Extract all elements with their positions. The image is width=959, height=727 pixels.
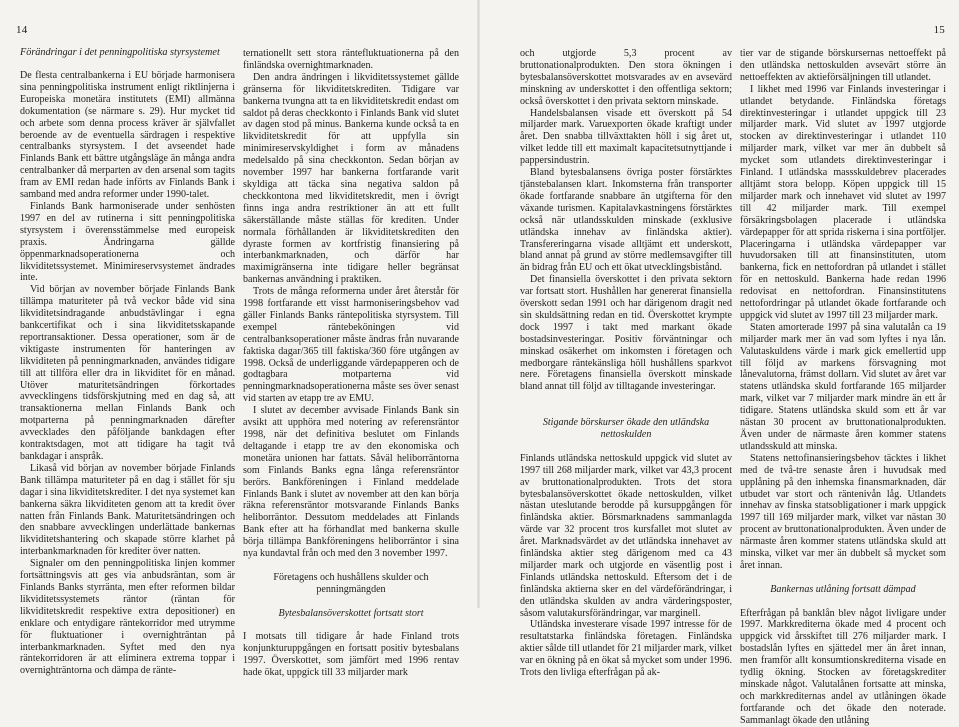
paragraph: De flesta centralbankerna i EU började harmonisera sina penningpolitiska instrument enligt riktlinjerna i Europeiska monetära institutets (EMI) allmänna dokumentation (se närmare s. 29). Hur mycket tid och arbete som denna process kräver är självfallet beroende av de eventuella särdragen i respektive centralbanks styrsystem. I det avseendet hade Finlands Bank ett bättre utgångsläge än många andra centralbanker då merparten av den arsenal som tagits fram av EMI redan hade införts av Finlands Bank i samband med andra reformer under 1990-talet. — [20, 70, 235, 201]
paragraph: Efterfrågan på banklån blev något livligare under 1997. Markkrediterna ökade med 4 procent och uppgick vid årsskiftet till 276 miljarder mark. I bostadslån lyftes en sjättedel mer än året innan, men framför allt konsumtionskrediterna visade en tydlig ökning. Stocken av företagskrediter minskade något. Valutalånen fortsatte att minska, och markkrediternas andel av utlåningen ökade fortfarande och det ökade den noterade. Sammanlagt ökade den utlåning — [740, 607, 946, 726]
paragraph: Statens nettofinansieringsbehov täcktes i likhet med de två-tre senaste åren i huvudsak med upplåning på den inhemska finansmarknaden, där utbudet var stort och räntenivån låg. Utlandets innehav av finska statsobligationer i mark uppgick 1997 till 169 miljarder mark, vilket var nästan 30 procent av bruttonationalprodukten. Även under de närmaste åren kommer statens utländska skuld att minska, vilket var mer än dubbelt så mycket som året innan. — [740, 452, 946, 571]
right-page — [480, 0, 959, 726]
running-head: Förändringar i det penningpolitiska styrsystemet — [20, 47, 220, 58]
paragraph: I motsats till tidigare år hade Finland trots konjunkturuppgången en fortsatt positiv bytesbalans 1997. Överskottet, som jämfört med 1996 rentav hade ökat, uppgick till 33 miljarder mark — [243, 631, 459, 679]
paragraph: Vid början av november började Finlands Bank tillämpa maturiteter på två veckor både vid sina likviditetsindragande anbudstävlingar i egna bankcertifikat och i sina likviditetsskapande reportransaktioner. Dessa operationer, som är de viktigaste instrumenten för hanteringen av likviditeten på penningmarknaden, användes tidigare till att tillföra eller dra in likviditet för en månad. Utöver maturitetsändringen förkortades avvecklingens tidsförskjutning med en dag så, att transaktionerna mellan Finlands Bank och motparterna på penningmarknaden därefter avvecklades den påföljande bankdagen efter kontraktsdagen, mot att tidigare ha tagit två bankdagar i anspråk. — [20, 284, 235, 462]
paragraph: Signaler om den penningpolitiska linjen kommer fortsättningsvis att ges via anbudsräntan, som är Finlands Banks styrränta, men efter reformen bildar likviditetssystemets räntor (räntan för likviditetskredit respektive extra depositioner) en enklare och entydigare räntekorridor med utrymme för fluktuationer i overnighträntan på interbankmarknaden. Syftet med den nya räntekorridoren är att eliminera extrema toppar i overnighträntorna och dämpa de ränte- — [20, 558, 235, 677]
column-4 — [740, 48, 946, 726]
paragraph: och utgjorde 5,3 procent av bruttonationalprodukten. Den stora ökningen i bytesbalansöverskottet motsvarades av en avsevärd minskning av underskottet i den offentliga sektorn; också överskottet i den privata sektorn minskade. — [520, 48, 732, 107]
paragraph: Finlands utländska nettoskuld uppgick vid slutet av 1997 till 268 miljarder mark, vilket var 43,3 procent av bruttonationalprodukten. Trots det stora bytesbalansöverskottet ökade nettoskulden, vilket nästan uteslutande berodde på kursuppgången för finländska aktier. Börsmarknadens sammanlagda värde var 32 procent tros kursfallet mot slutet av året. Marknadsvärdet av det utländska innehavet av finländska aktier steg därigenom med ca 43 miljarder mark och utgjorde en väsentlig post i Finlands utländska nettoskuld. Eftersom det i de finländska aktierna sker en del värdeförändringar, i den utländska skulden av andra värderingsposter, såsom valutakursförändringar, var marginell. — [520, 452, 732, 619]
right-page-number: 15 — [933, 24, 945, 36]
section-heading: Bankernas utlåning fortsatt dämpad — [770, 583, 916, 595]
paragraph: I slutet av december avvisade Finlands Bank sin avsikt att upphöra med notering av referensräntor 1998, när det definitiva beslutet om Finlands deltagande i etapp tre av den ekonomiska och monetära unionen har fattats. Såväl heliborräntorna som Finlands Banks egna långa referensräntor berörs. Bankföreningen i Finland meddelade Finlands Bank i slutet av november att den kan börja räkna referensräntor motsvarande Finlands Banks heliborräntor. Dessutom meddelades att Finlands Bank efter att ha förhandlat med bankerna skulle börja tillämpa Bankföreningens heliborräntor i sina nya kundavtal från och med den 3 november 1997. — [243, 405, 459, 560]
paragraph: Likaså vid början av november började Finlands Bank tillämpa maturiteter på en dag i stället för sju dagar i sina likviditetskrediter. I det nya systemet kan bankerna säkra likviditeten genom att ta kredit över natten från Finlands Bank. Maturitetsändringen och den snabbare avvecklingen underlättade bankernas likviditetshantering och skapade större klarhet på interbankmarknaden för krediter över natten. — [20, 462, 235, 558]
section-heading: Stigande börskurser ökade den utländska nettoskulden — [542, 417, 710, 440]
paragraph: Handelsbalansen visade ett överskott på 54 miljarder mark. Varuexporten ökade kraftigt under året. Den snabba tillväxttakten höll i sig året ut, vilket ledde till ett maximalt kapacitetsutnyttjande i pappersindustrin. — [520, 107, 732, 167]
paragraph: I likhet med 1996 var Finlands investeringar i utlandet betydande. Finländska företags direktinvesteringar i utlandet uppgick till 23 miljarder mark. Vid slutet av 1997 utgjorde stocken av direktinvesteringar i utlandet 110 miljarder mark, vilket var mer än dubbelt så mycket som utlandets direktinvesteringar i Finland. I utländska massskuldebrev placerades alltjämt stora belopp. Köpen uppgick till 15 miljarder mark och innehavet vid slutet av 1997 till 42 miljarder mark. Till exempel försäkringsbolagen placerade i utländska värdepapper för att sprida riskerna i sina portföljer. Placeringarna i utländska värdepapper var huvudorsaken till att finansinstituten, utom bankerna, fick en nettofordran på utlandet i stället för en nettoskuld. Bankerna hade redan 1996 redovisat en nettofordran. Finansinstitutens nettofordringar på utlandet ökade fortfarande och uppgick vid slutet av 1997 till 23 miljarder mark. — [740, 83, 946, 321]
left-page — [0, 0, 478, 679]
paragraph: ternationellt sett stora räntefluktuationerna på den finländska overnightmarknaden. — [243, 48, 459, 71]
paragraph: Staten amorterade 1997 på sina valutalån ca 19 miljarder mark mer än vad som lyftes i nya lån. Valutaskuldens värde i mark gick emellertid upp till följd av markens försvagning mot lånevalutorna, främst dollarn. Vid slutet av året var statens utländska skuld fortfarande 165 miljarder mark, vilket var 7 miljarder mark mindre än ett år tidigare. Statens utländska skuld som ett år var nästan 30 procent av bruttonationalprodukten. Även under de närmaste åren kommer statens utlandsskuld att minska. — [740, 321, 946, 452]
column-1 — [20, 70, 235, 677]
paragraph: Den andra ändringen i likviditetssystemet gällde gränserna för likviditetskrediten. Tidigare var bankerna tvungna att ta en likviditetskredit endast om saldot på deras checkkonto i Finlands Bank vid slutet av dagen stod på minus. Bankerna kunde också ta en likviditetskredit för att uppfylla sin minimireservskyldighet i form av månadens medelsaldo på sina checkkonton. Sedan början av november 1997 har bankerna fortfarande varit skyldiga att täcka sina negativa saldon på checkkontona med likviditetskredit, men i övrigt finns inga andra restriktioner än att ett fullt säkerställande måste ställas för krediten. Under normala förhållanden är likviditetskrediten den dyraste formen av kortfristig finansiering på interbankmarknaden, och därför har maximigränserna inte tidigare heller begränsat bankernas användning i praktiken. — [243, 71, 459, 286]
paragraph: Trots de många reformerna under året återstår för 1998 fortfarande ett visst harmoniseringsbehov vad gäller Finlands Banks räntepolitiska styrsystem. Till exempel räntebeköningen vid centralbanksoperationer måste ändras från nuvarande faktiska dagar/365 till faktiska/360 före utgången av 1998. Också de underliggande värdepapperen och de godtagbara motparterna vid penningmarknadsoperationerna måste ses över senast vid starten av etapp tre av EMU. — [243, 286, 459, 405]
column-3 — [520, 48, 732, 679]
paragraph: tier var de stigande börskursernas nettoeffekt på den utländska nettoskulden avsevärt större än nettoeffekten av aktieförsäljningen till utlandet. — [740, 48, 946, 83]
left-page-number: 14 — [16, 24, 28, 36]
section-heading: Företagens och hushållens skulder och penningmängden — [273, 571, 429, 595]
section-heading: Bytesbalansöverskottet fortsatt stort — [278, 607, 424, 619]
paragraph: Utländska investerare visade 1997 intresse för de resultatstarka finländska företagen. Finländska aktier sålde till utlandet för 21 miljarder mark, vilket var en ökning på en ökat så mycket som under 1996. Trots den livliga efterfrågan på ak- — [520, 619, 732, 679]
column-2 — [243, 48, 459, 679]
paragraph: Det finansiella överskottet i den privata sektorn var fortsatt stort. Hushållen har genererat finansiella överskott sedan 1991 och har därigenom dragit ned sin skuldsättning redan en tid. Överskottet krympte dock 1997 i takt med markant ökade bostadsinvesteringar. Positiv förväntningar och minskad osäkerhet om inkomsten i företagen och medborgare räntekänsliga höll hushållens sparkvot nere. Företagens finansiella överskott minskade bland annat till följd av tilltagande investeringar. — [520, 274, 732, 393]
paragraph: Finlands Bank harmoniserade under senhösten 1997 en del av rutinerna i sitt penningpolitiska styrsystem i överensstämmelse med europeisk praxis. Ändringarna gällde öppenmarknadsoperationerna och likviditetssystemet. Minimireservsystemet ändrades inte. — [20, 200, 235, 284]
paragraph: Bland bytesbalansens övriga poster förstärktes tjänstebalansen klart. Inkomsterna från transporter ökade fortfarande snabbare än utgifterna för den växande turismen. Kapitalavkastningens förstärktes också när utlandsskulden minskade (exklusive utländska innehav av finländska aktier). Transfereringarna visade alltjämt ett underskott, bland annat på grund av större medlemsavgifter till än bidrag från EU och ett ökat utvecklingsbistånd. — [520, 167, 732, 274]
